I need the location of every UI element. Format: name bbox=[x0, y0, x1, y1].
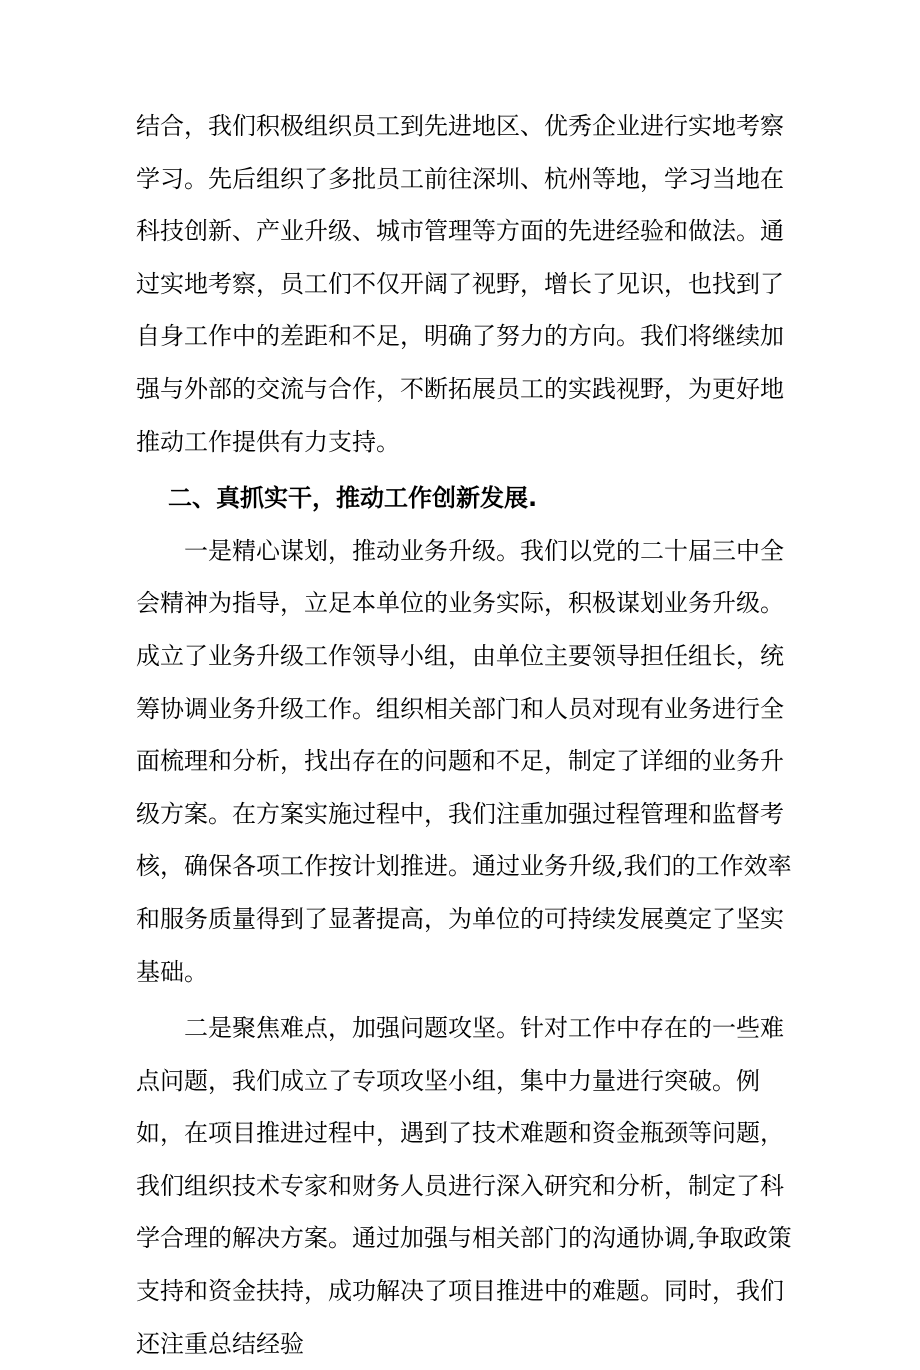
paragraph-site-visits-continued: 结合，我们积极组织员工到先进地区、优秀企业进行实地考察学习。先后组织了多批员工前往深圳、杭州等地，学习当地在科技创新、产业升级、城市管理等方面的先进经验和做法。通过实地考察，员工们不仅开阔了视野，增长了见识，也找到了自身工作中的差距和不足，明确了努力的方向。我们将继续加强与外部的交流与合作，不断拓展员工的实践视野，为更好地推动工作提供有力支持。 bbox=[136, 112, 784, 456]
paragraph-problem-solving: 二是聚焦难点，加强问题攻坚。针对工作中存在的一些难点问题，我们成立了专项攻坚小组，集中力量进行突破。例如，在项目推进过程中，遇到了技术难题和资金瓶颈等问题，我们组织技术专家和财务人员进行深入研究和分析，制定了科学合理的解决方案。通过加强与相关部门的沟通协调,争取政策支持和资金扶持，成功解决了项目推进中的难题。同时，我们还注重总结经验 bbox=[136, 1014, 792, 1358]
paragraph-business-upgrade: 一是精心谋划，推动业务升级。我们以党的二十届三中全会精神为指导，立足本单位的业务实际，积极谋划业务升级。成立了业务升级工作领导小组，由单位主要领导担任组长，统筹协调业务升级工作。组织相关部门和人员对现有业务进行全面梳理和分析，找出存在的问题和不足，制定了详细的业务升级方案。在方案实施过程中，我们注重加强过程管理和监督考核，确保各项工作按计划推进。通过业务升级,我们的工作效率和服务质量得到了显著提高，为单位的可持续发展奠定了坚实基础。 bbox=[136, 536, 792, 986]
section-heading-innovation: 二、真抓实干，推动工作创新发展. bbox=[168, 484, 538, 513]
